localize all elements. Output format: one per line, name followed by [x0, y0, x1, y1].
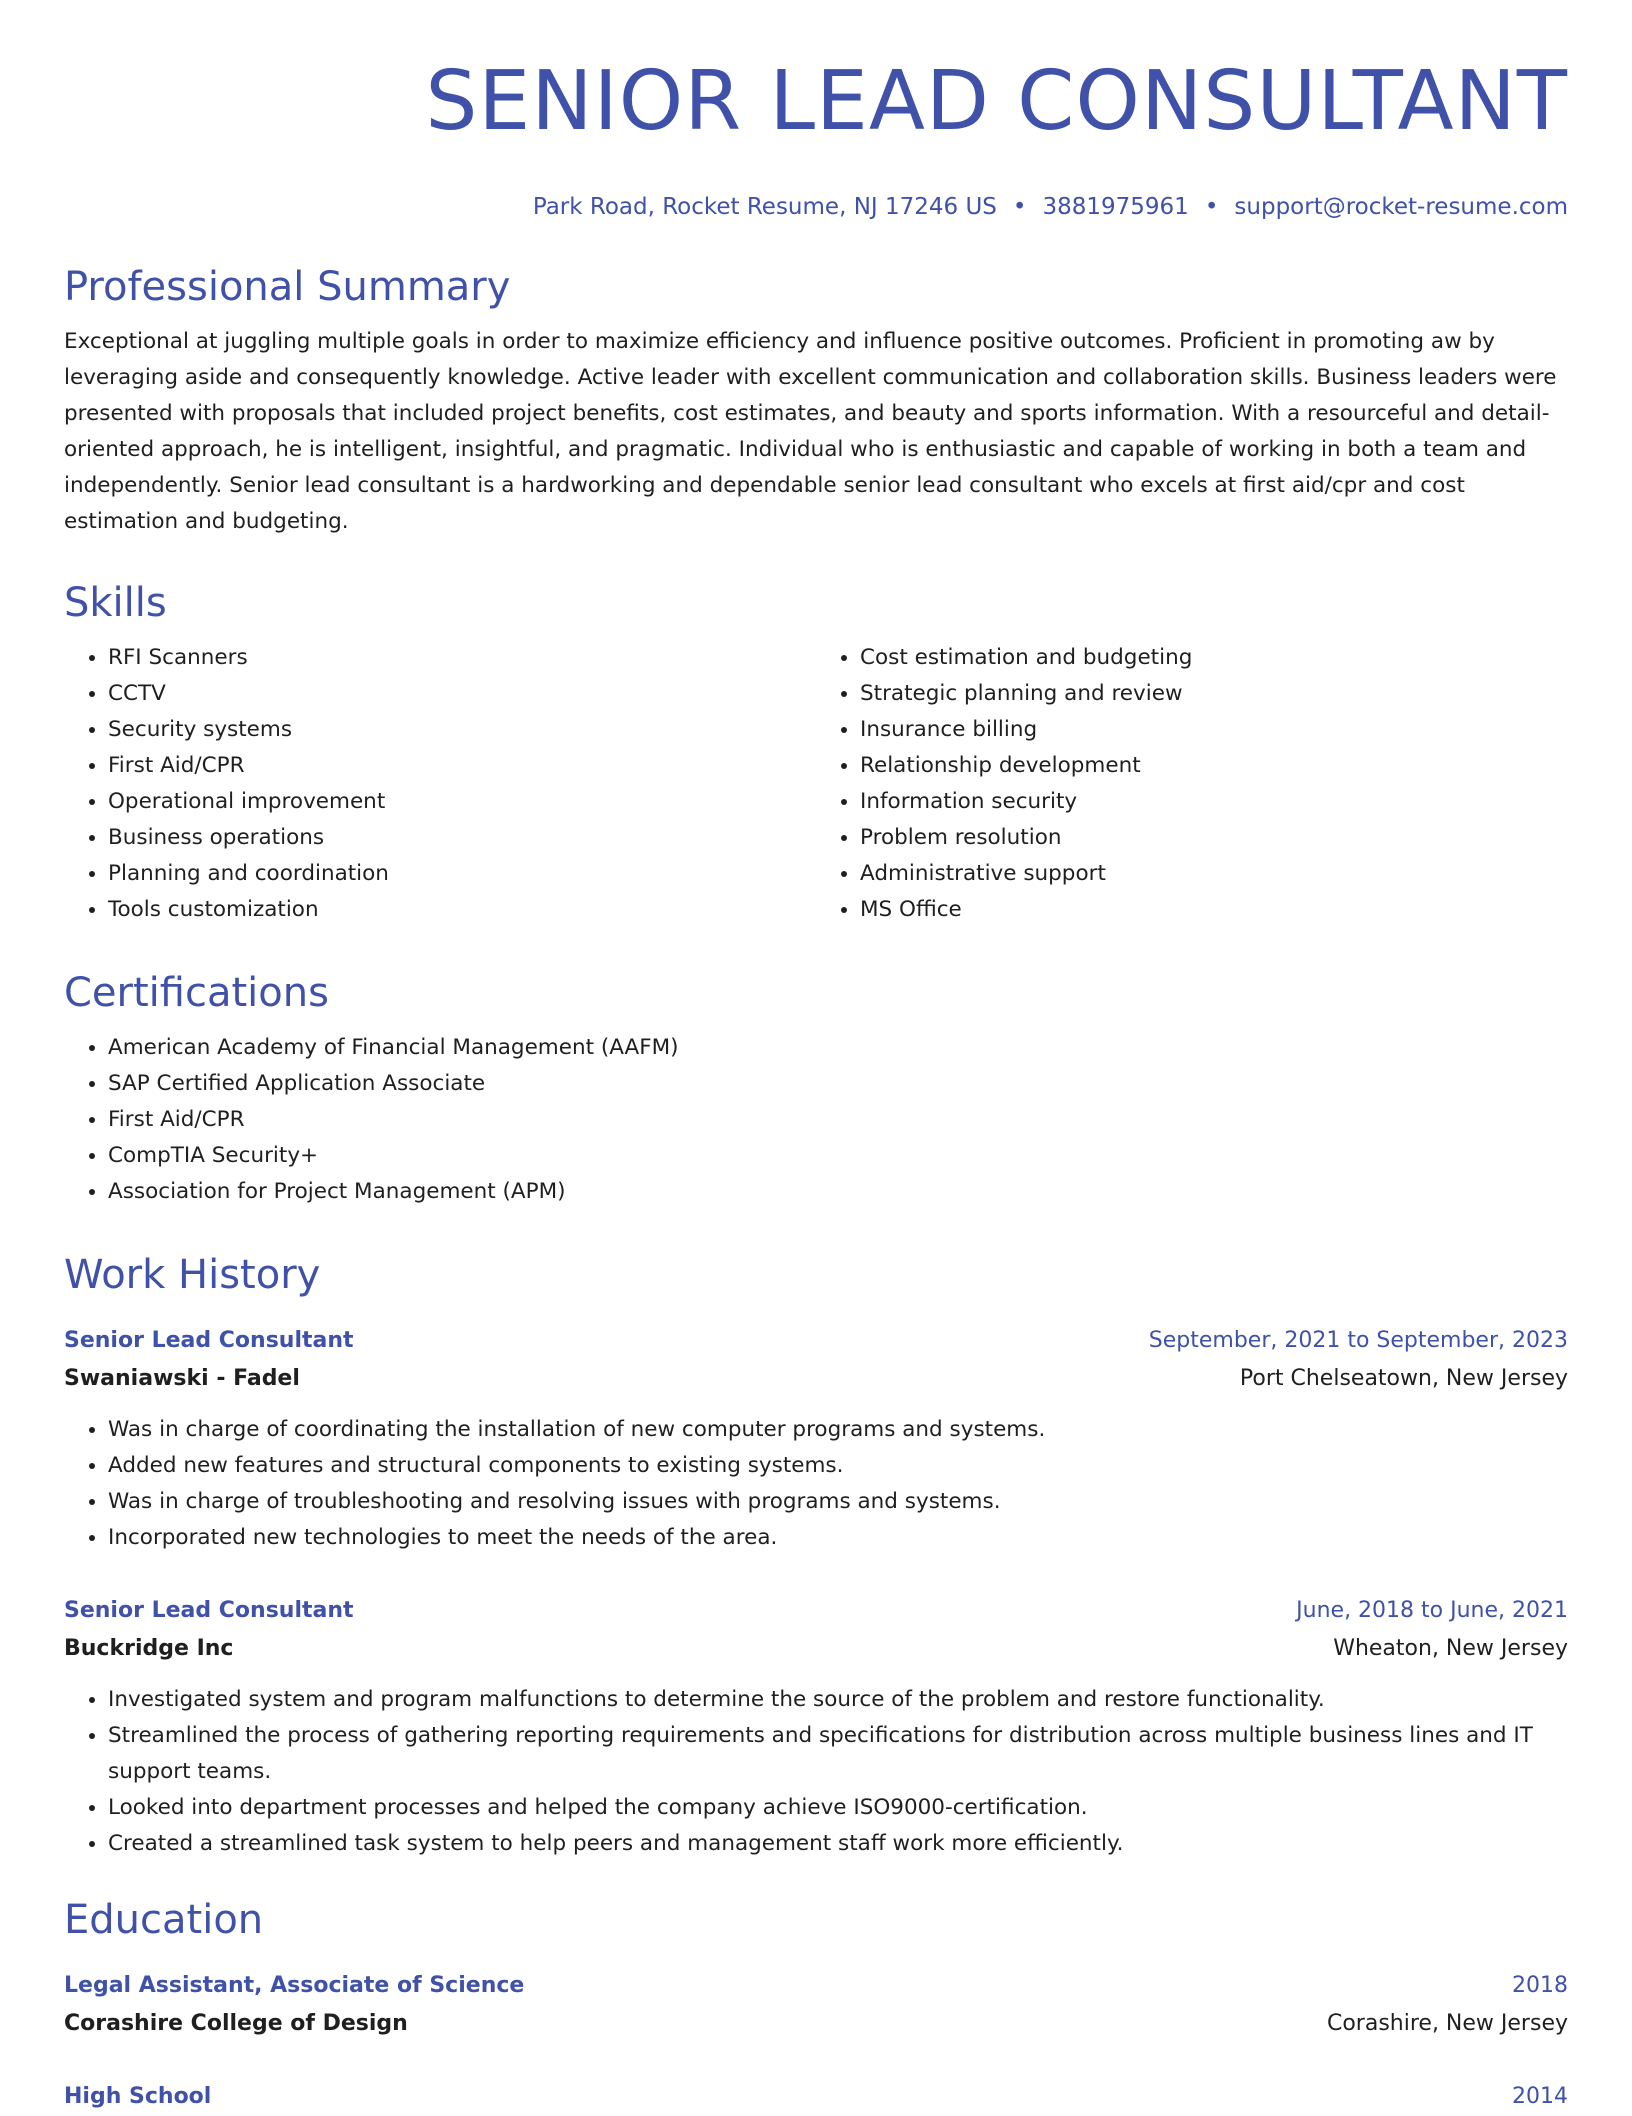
skills-section: [64, 578, 1568, 928]
education-head: [64, 2078, 1568, 2116]
list-item: • Insurance billing: [860, 712, 1568, 748]
summary-text: Exceptional at juggling multiple goals in order to maximize efficiency and influence positive outcomes. Proficient in promoting aw by leveraging aside and consequently knowledge. Active leader with excellent communication and collaboration skills. Business leaders were presented with proposals that included project benefits, cost estimates, and beauty and sports information. With a resourceful and detail-oriented approach, he is intelligent, insightful, and pragmatic. Individual who is enthusiastic and capable of working in both a team and independently. Senior lead consultant is a hardworking and dependable senior lead consultant who excels at first aid/cpr and cost estimation and budgeting.: [64, 329, 1557, 534]
section-title-summary: Professional Summary: [64, 264, 511, 310]
graduation-year: 2014: [1512, 2084, 1568, 2109]
email-link[interactable]: support@rocket-resume.com: [1234, 194, 1568, 220]
summary-section: [64, 262, 1568, 540]
list-item: • Association for Project Management (APM): [108, 1174, 1568, 1210]
address: Park Road, Rocket Resume, NJ 17246 US: [532, 194, 997, 220]
list-item: • RFI Scanners: [108, 640, 816, 676]
list-item: • Information security: [860, 784, 1568, 820]
work-history-section: [64, 1250, 1568, 1300]
list-item: • Problem resolution: [860, 820, 1568, 856]
list-item: • Administrative support: [860, 856, 1568, 892]
list-item: • American Academy of Financial Management (AAFM): [108, 1030, 1568, 1066]
education-entry: [64, 1967, 1568, 2043]
list-item: • Streamlined the process of gathering reporting requirements and specifications for distribution across multiple business lines and IT support teams.: [108, 1718, 1568, 1790]
list-item: • Cost estimation and budgeting: [860, 640, 1568, 676]
list-item: • Looked into department processes and helped the company achieve ISO9000-certification.: [108, 1790, 1568, 1826]
job-bullets: [64, 1682, 1568, 1862]
list-item: • CCTV: [108, 676, 816, 712]
list-item: • SAP Certified Application Associate: [108, 1066, 1568, 1102]
list-item: • Planning and coordination: [108, 856, 816, 892]
graduation-year: 2018: [1512, 1973, 1568, 1998]
list-item: • Investigated system and program malfunctions to determine the source of the problem and restore functionality.: [108, 1682, 1568, 1718]
education-entry: [64, 2078, 1568, 2116]
job-company: Swaniawski - Fadel: [64, 1366, 300, 1391]
section-title-certifications: Certifications: [64, 970, 329, 1016]
job-bullets: [64, 1412, 1568, 1556]
certifications-list: [64, 1030, 1568, 1210]
job-sub: [64, 1630, 1568, 1668]
list-item: • Was in charge of troubleshooting and resolving issues with programs and systems.: [108, 1484, 1568, 1520]
job-title: Senior Lead Consultant: [64, 1328, 354, 1353]
job-entry: [64, 1592, 1568, 1862]
school-location: Corashire, New Jersey: [1326, 2011, 1568, 2036]
job-sub: [64, 1360, 1568, 1398]
skills-list-left: [64, 640, 816, 928]
skills-list-right: [816, 640, 1568, 928]
list-item: • MS Office: [860, 892, 1568, 928]
education-sub: [64, 2005, 1568, 2043]
degree: Legal Assistant, Associate of Science: [64, 1973, 525, 1998]
candidate-name: SENIOR LEAD CONSULTANT: [425, 54, 1568, 149]
skills-columns: [64, 640, 1568, 928]
education-head: [64, 1967, 1568, 2005]
list-item: • CompTIA Security+: [108, 1138, 1568, 1174]
list-item: • Security systems: [108, 712, 816, 748]
contact-line: [64, 192, 1568, 222]
job-dates: September, 2021 to September, 2023: [1148, 1328, 1568, 1353]
section-title-work-history: Work History: [64, 1252, 321, 1298]
list-item: • Incorporated new technologies to meet the needs of the area.: [108, 1520, 1568, 1556]
list-item: • Business operations: [108, 820, 816, 856]
certifications-section: [64, 968, 1568, 1210]
list-item: • Created a streamlined task system to help peers and management staff work more efficiently.: [108, 1826, 1568, 1862]
job-location: Port Chelseatown, New Jersey: [1239, 1366, 1568, 1391]
job-company: Buckridge Inc: [64, 1636, 234, 1661]
separator-dot: •: [1204, 194, 1219, 220]
section-title-skills: Skills: [64, 580, 167, 626]
separator-dot: •: [1012, 194, 1027, 220]
job-entry: [64, 1322, 1568, 1556]
list-item: • Added new features and structural components to existing systems.: [108, 1448, 1568, 1484]
list-item: • Was in charge of coordinating the installation of new computer programs and systems.: [108, 1412, 1568, 1448]
list-item: • Operational improvement: [108, 784, 816, 820]
list-item: • First Aid/CPR: [108, 748, 816, 784]
education-section: [64, 1895, 1568, 1945]
job-location: Wheaton, New Jersey: [1333, 1636, 1568, 1661]
list-item: • Tools customization: [108, 892, 816, 928]
section-title-education: Education: [64, 1897, 264, 1943]
job-head: [64, 1592, 1568, 1630]
job-title: Senior Lead Consultant: [64, 1598, 354, 1623]
list-item: • Strategic planning and review: [860, 676, 1568, 712]
job-dates: June, 2018 to June, 2021: [1296, 1598, 1568, 1623]
school-name: Corashire College of Design: [64, 2011, 408, 2036]
job-head: [64, 1322, 1568, 1360]
resume-header: [64, 52, 1568, 222]
phone: 3881975961: [1042, 194, 1189, 220]
list-item: • First Aid/CPR: [108, 1102, 1568, 1138]
list-item: • Relationship development: [860, 748, 1568, 784]
degree: High School: [64, 2084, 212, 2109]
